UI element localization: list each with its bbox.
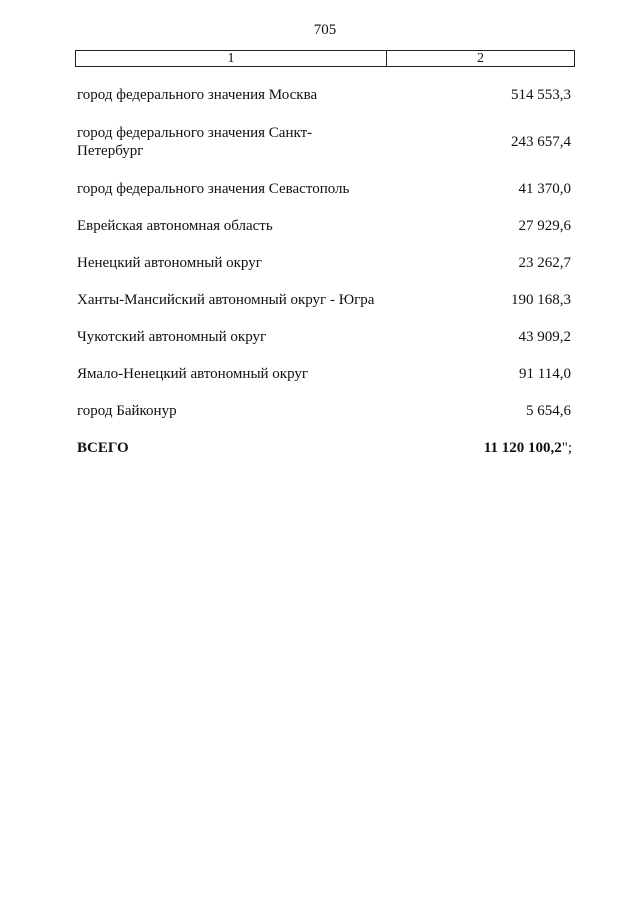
table-header — [75, 50, 575, 67]
table-body — [77, 86, 571, 457]
region-name: город федерального значения Санкт-Петербург — [77, 125, 313, 159]
total-label: ВСЕГО — [77, 440, 129, 456]
region-value: 190 168,3 — [511, 292, 571, 308]
table-row — [77, 217, 571, 235]
region-value: 514 553,3 — [511, 87, 571, 103]
region-value: 41 370,0 — [518, 181, 571, 197]
total-row — [77, 439, 571, 457]
region-value: 27 929,6 — [518, 218, 571, 234]
total-suffix: "; — [561, 440, 572, 456]
table-row — [77, 86, 571, 104]
table-row — [77, 180, 571, 198]
page-number: 705 — [313, 22, 337, 38]
table-row — [77, 402, 571, 420]
header-column-2: 2 — [477, 51, 484, 66]
total-value: 11 120 100,2 — [483, 440, 562, 456]
region-name: город Байконур — [77, 403, 177, 419]
table-row — [77, 365, 571, 383]
table-row — [77, 124, 571, 160]
region-name: город федерального значения Москва — [77, 87, 318, 103]
region-name: город федерального значения Севастополь — [77, 181, 350, 197]
region-value: 23 262,7 — [518, 255, 571, 271]
region-name: Ненецкий автономный округ — [77, 255, 262, 271]
total-value-wrapper — [484, 439, 572, 457]
region-name: Ямало-Ненецкий автономный округ — [77, 366, 309, 382]
table-row — [77, 328, 571, 346]
region-name: Еврейская автономная область — [77, 218, 273, 234]
region-name: Ханты-Мансийский автономный округ - Югра — [77, 292, 375, 308]
table-row — [77, 291, 571, 309]
region-value: 243 657,4 — [511, 134, 571, 150]
region-value: 5 654,6 — [526, 403, 571, 419]
table-row — [77, 254, 571, 272]
region-value: 91 114,0 — [519, 366, 571, 382]
region-value: 43 909,2 — [518, 329, 571, 345]
header-column-1: 1 — [76, 51, 387, 66]
region-name: Чукотский автономный округ — [77, 329, 267, 345]
